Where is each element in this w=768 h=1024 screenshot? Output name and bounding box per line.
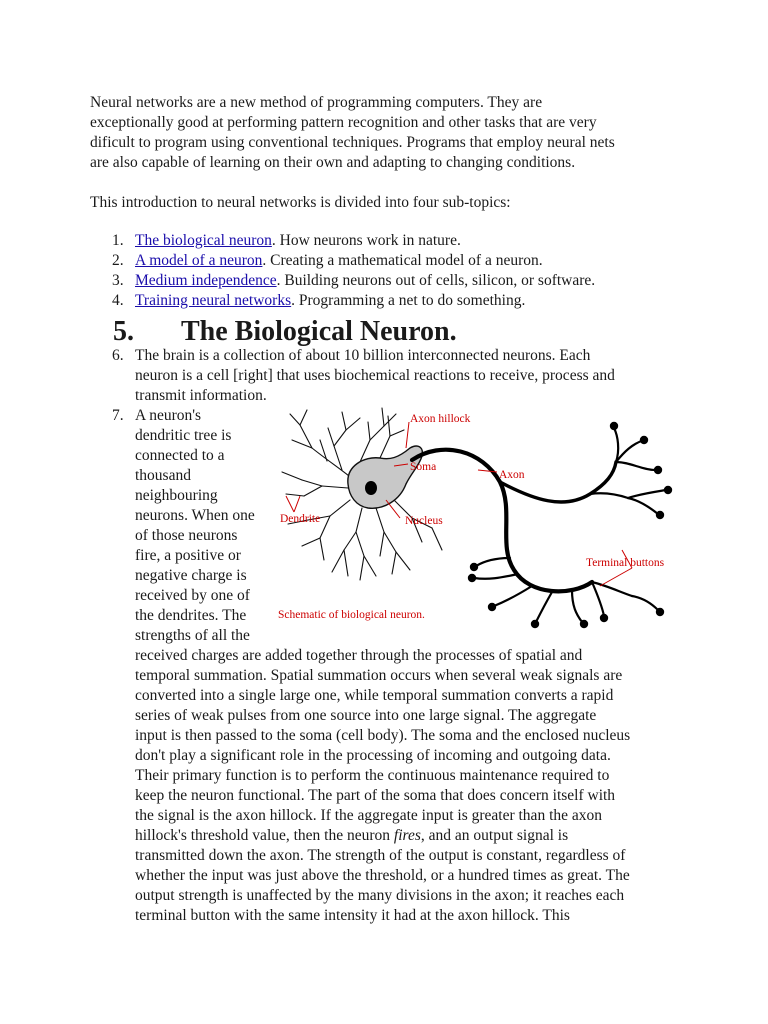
item-7-line: the signal is the axon hillock. If the aggregate input is greater than the axon: [135, 807, 603, 824]
section-heading: [113, 314, 457, 350]
topic-item: [112, 271, 595, 291]
item-number: 7.: [112, 407, 124, 424]
figure-caption: Schematic of biological neuron.: [278, 609, 425, 621]
label-soma: Soma: [410, 461, 437, 473]
item-7-line-fires: [135, 826, 685, 846]
label-axon: Axon: [499, 469, 525, 481]
item-6-text: [135, 346, 675, 406]
intro-line: Neural networks are a new method of programming computers. They are: [90, 94, 543, 111]
item-7-full-text: [135, 646, 685, 926]
item-7-line: connected to a: [135, 447, 225, 464]
heading-title: The Biological Neuron.: [181, 316, 457, 347]
label-axon-hillock: Axon hillock: [410, 413, 471, 425]
topic-description: . Building neurons out of cells, silicon, or software.: [276, 272, 596, 289]
item-7-line: don't play a significant role in the processing of incoming and outgoing data.: [135, 747, 611, 764]
topic-description: . Creating a mathematical model of a neuron.: [262, 252, 543, 269]
topic-link-model-of-neuron[interactable]: A model of a neuron: [135, 252, 263, 269]
topic-description: . Programming a net to do something.: [291, 292, 526, 309]
item-7-line: of those neurons: [135, 527, 238, 544]
item-7-line: the dendrites. The: [135, 607, 247, 624]
item-7-line: transmitted down the axon. The strength of the output is constant, regardless of: [135, 847, 626, 864]
item-7-line: dendritic tree is: [135, 427, 232, 444]
topic-item: [112, 251, 543, 271]
label-nucleus: Nucleus: [405, 515, 443, 527]
terminal-branches: [474, 428, 666, 622]
item-7-line: output strength is unaffected by the many divisions in the axon; it reaches each: [135, 887, 625, 904]
topic-number: 2.: [112, 252, 124, 269]
item-7-line: received charges are added together through the processes of spatial and: [135, 647, 583, 664]
label-dendrite: Dendrite: [280, 513, 321, 525]
item-7-line-suffix: , and an output signal is: [420, 827, 569, 844]
soma-shape: [348, 446, 422, 508]
item-number: 6.: [112, 347, 124, 364]
item-7-line: strengths of all the: [135, 627, 250, 644]
item-7-line: received by one of: [135, 587, 250, 604]
item-6-line: transmit information.: [135, 387, 267, 404]
subtopics-intro: This introduction to neural networks is divided into four sub-topics:: [90, 194, 511, 211]
topic-number: 3.: [112, 272, 124, 289]
item-7-line: neurons. When one: [135, 507, 255, 524]
topic-link-medium-independence[interactable]: Medium independence: [135, 272, 277, 289]
topic-number: 4.: [112, 292, 124, 309]
item-7-line: thousand: [135, 467, 191, 484]
item-7-line: fire, a positive or: [135, 547, 241, 564]
item-7-line: input is then passed to the soma (cell body). The soma and the enclosed nucleus: [135, 727, 631, 744]
label-terminal-buttons: Terminal buttons: [586, 557, 665, 569]
item-6-line: neuron is a cell [right] that uses biochemical reactions to receive, process and: [135, 367, 615, 384]
item-7-line: A neuron's: [135, 407, 202, 424]
intro-line: are also capable of learning on their own and adapting to changing conditions.: [90, 154, 576, 171]
intro-paragraph: [90, 93, 690, 173]
item-7-line: neighbouring: [135, 487, 218, 504]
item-7-line-prefix: hillock's threshold value, then the neuron: [135, 827, 394, 844]
heading-number: 5.: [113, 316, 134, 347]
nucleus-dot: [365, 481, 377, 495]
topic-link-biological-neuron[interactable]: The biological neuron: [135, 232, 272, 249]
item-6-line: The brain is a collection of about 10 billion interconnected neurons. Each: [135, 347, 591, 364]
intro-line: dificult to program using conventional techniques. Programs that employ neural nets: [90, 134, 615, 151]
item-7-line: temporal summation. Spatial summation occurs when several weak signals are: [135, 667, 623, 684]
item-7-line: keep the neuron functional. The part of the soma that does concern itself with: [135, 787, 616, 804]
intro-line: exceptionally good at performing pattern recognition and other tasks that are very: [90, 114, 597, 131]
topic-description: . How neurons work in nature.: [271, 232, 461, 249]
item-7-line: terminal button with the same intensity it had at the axon hillock. This: [135, 907, 570, 924]
neuron-svg: [272, 400, 692, 640]
item-7-wrapped-text: [135, 406, 275, 646]
item-7-line: converted into a single large one, while temporal summation converts a rapid: [135, 687, 614, 704]
topic-number: 1.: [112, 232, 124, 249]
topic-item: [112, 291, 525, 311]
topic-link-training-networks[interactable]: Training neural networks: [135, 292, 292, 309]
terminal-buttons: [468, 422, 672, 628]
item-7-line: whether the input was just above the threshold, or a hundred times as great. The: [135, 867, 630, 884]
emphasis-fires: fires: [393, 827, 421, 844]
item-7-line: series of weak pulses from one source into one large signal. The aggregate: [135, 707, 597, 724]
item-7-line: negative charge is: [135, 567, 247, 584]
item-7-line: Their primary function is to perform the continuous maintenance required to: [135, 767, 610, 784]
neuron-diagram: [272, 400, 692, 640]
topic-item: [112, 231, 461, 251]
